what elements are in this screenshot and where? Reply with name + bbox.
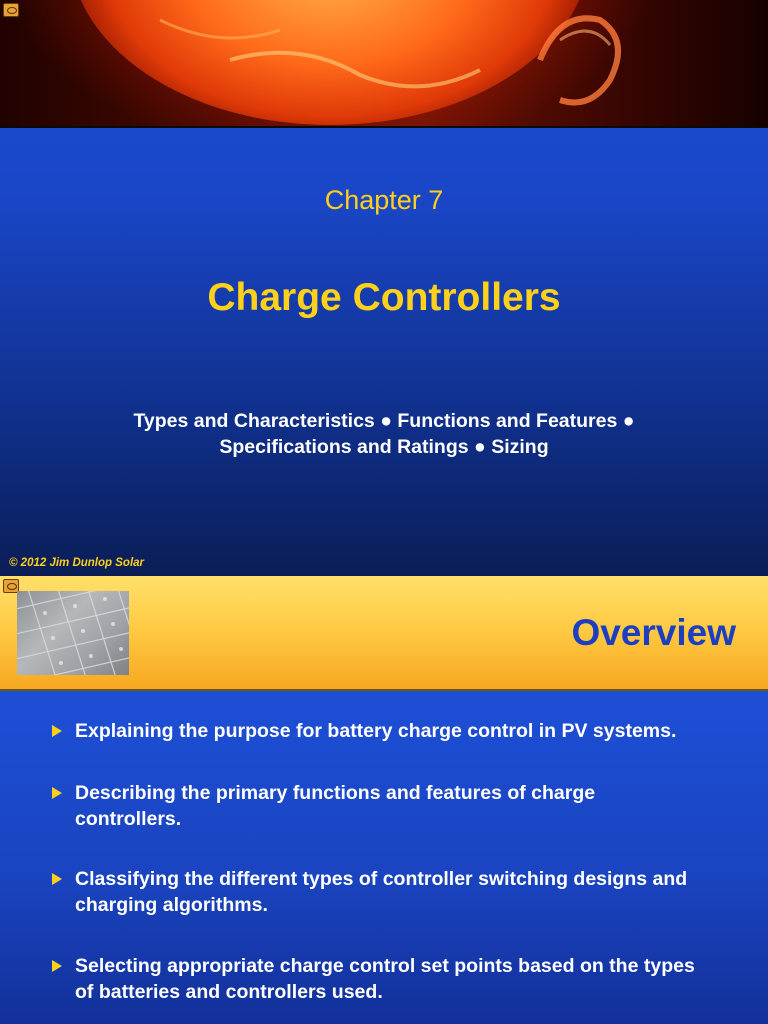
bullet-text: Explaining the purpose for battery charge control in PV systems. [75, 720, 677, 742]
subtitle-line-1: Types and Characteristics ● Functions and Features ● [133, 410, 635, 432]
copyright-text: © 2012 Jim Dunlop Solar [9, 557, 145, 569]
bullet-arrow-icon [52, 787, 62, 799]
sun-banner-image [0, 0, 768, 127]
bullet-text: Classifying the different types of controller switching designs and charging algorithms. [75, 868, 688, 916]
slide-overview [0, 576, 768, 1024]
bullet-text: Describing the primary functions and features of charge controllers. [75, 782, 596, 830]
bullet-arrow-icon [52, 873, 62, 885]
banner-divider [0, 126, 768, 128]
slide-title-text: Charge Controllers [207, 276, 561, 319]
slide-subtitle [0, 408, 768, 460]
slide-heading: Overview [571, 612, 736, 653]
comment-note-icon[interactable] [3, 3, 19, 17]
bullet-arrow-icon [52, 960, 62, 972]
solar-panel-image [17, 591, 129, 675]
slide-body [0, 691, 768, 1024]
slide-header [0, 576, 768, 689]
subtitle-line-2: Specifications and Ratings ● Sizing [219, 436, 549, 458]
bullet-arrow-icon [52, 725, 62, 737]
bullet-text: Selecting appropriate charge control set points based on the types of batteries and controllers used. [75, 955, 695, 1003]
chapter-label: Chapter 7 [324, 185, 444, 215]
